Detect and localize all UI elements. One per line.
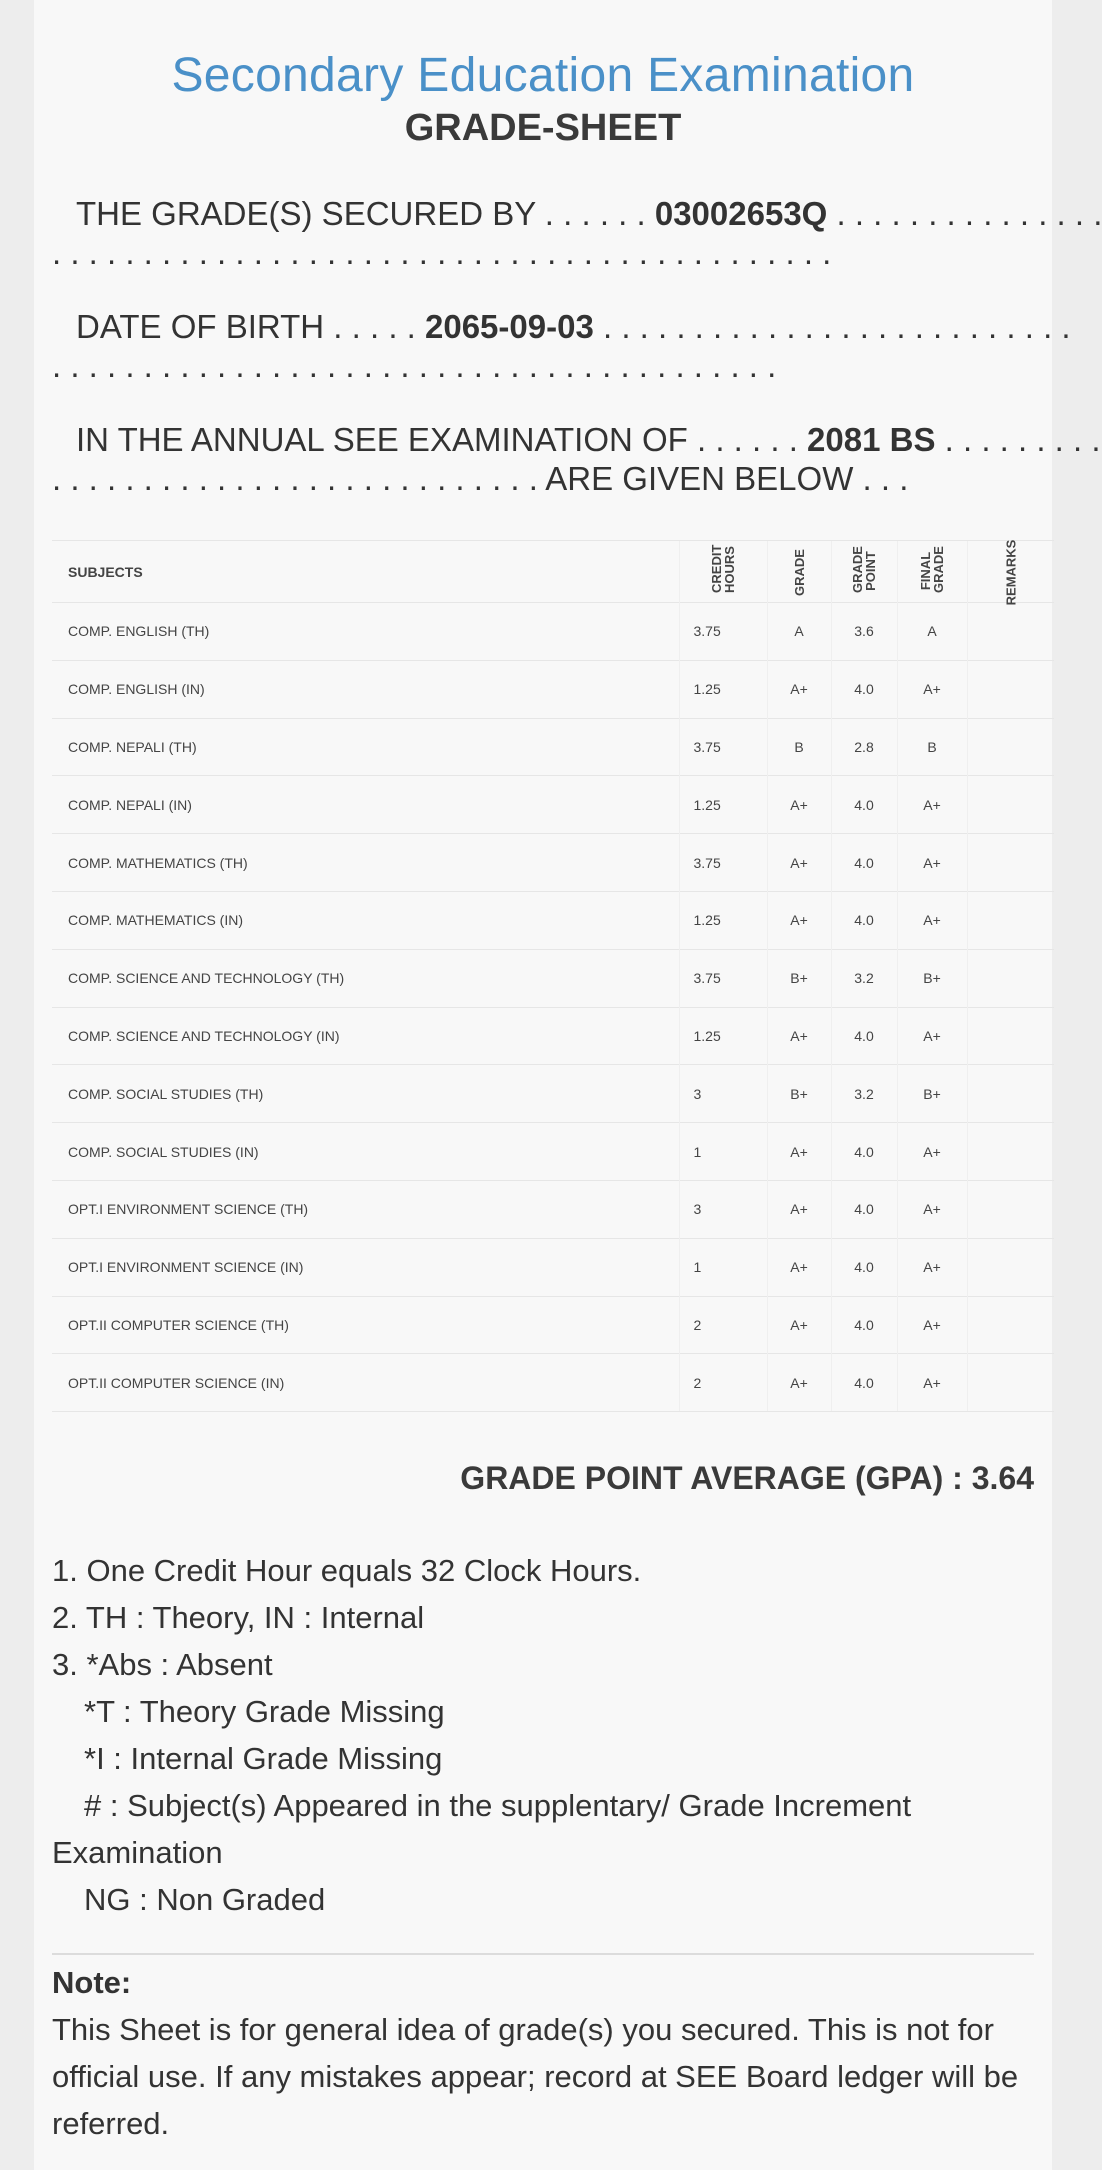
table-header-row	[52, 541, 1054, 603]
credit-hours-cell: 3.75	[679, 949, 767, 1007]
exam-label: IN THE ANNUAL SEE EXAMINATION OF	[76, 421, 688, 458]
remarks-cell	[967, 603, 1054, 661]
grades-table	[52, 540, 1054, 1412]
credit-hours-cell: 2	[679, 1354, 767, 1412]
credit-hours-cell: 2	[679, 1296, 767, 1354]
header-remarks	[967, 541, 1054, 603]
legend-item: 1. One Credit Hour equals 32 Clock Hours.	[52, 1553, 642, 1589]
final-grade-cell: B+	[897, 949, 967, 1007]
final-grade-cell: A	[897, 603, 967, 661]
subject-cell: OPT.I ENVIRONMENT SCIENCE (IN)	[52, 1238, 679, 1296]
final-grade-cell: B+	[897, 1065, 967, 1123]
final-grade-cell: A+	[897, 660, 967, 718]
table-row	[52, 776, 1054, 834]
credit-hours-cell: 3.75	[679, 603, 767, 661]
grades-table-body	[52, 603, 1054, 1412]
header-remarks-label: REMARKS	[1003, 539, 1019, 605]
subject-cell: COMP. SOCIAL STUDIES (IN)	[52, 1123, 679, 1181]
grade-cell: A+	[767, 1123, 831, 1181]
symbol-number: 03002653Q	[654, 195, 828, 232]
legend-item: 2. TH : Theory, IN : Internal	[52, 1600, 425, 1636]
grade-point-cell: 4.0	[831, 891, 897, 949]
grade-cell: B	[767, 718, 831, 776]
subject-cell: COMP. MATHEMATICS (IN)	[52, 891, 679, 949]
table-row	[52, 1065, 1054, 1123]
grade-cell: A+	[767, 660, 831, 718]
page-title: Secondary Education Examination	[171, 49, 915, 102]
remarks-cell	[967, 1065, 1054, 1123]
subject-cell: COMP. SOCIAL STUDIES (TH)	[52, 1065, 679, 1123]
credit-hours-cell: 3	[679, 1065, 767, 1123]
final-grade-cell: A+	[897, 1123, 967, 1181]
grade-cell: B+	[767, 1065, 831, 1123]
secured-by-dots-line: . . . . . . . . . . . . . . . . . . . . . . . . . . . . . . . . . . . . . . . . . . .	[52, 234, 832, 271]
table-row	[52, 891, 1054, 949]
final-grade-cell: A+	[897, 1354, 967, 1412]
header-grade-label: GRADE	[791, 548, 807, 596]
dob-post-dots: . . . . . . . . . . . . . . . . . . . . . . . . . .	[593, 308, 1071, 345]
grade-point-cell: 3.2	[831, 949, 897, 1007]
legend-item: NG : Non Graded	[84, 1882, 326, 1918]
remarks-cell	[967, 891, 1054, 949]
note-text: This Sheet is for general idea of grade(s) you secured. This is not for official use. If any mistakes appear; record at SEE Board ledger will be referred.	[52, 2012, 1019, 2142]
remarks-cell	[967, 1007, 1054, 1065]
dob-pre-dots: . . . . .	[324, 308, 425, 345]
final-grade-cell: A+	[897, 1007, 967, 1065]
grade-cell: A+	[767, 776, 831, 834]
subject-cell: COMP. SCIENCE AND TECHNOLOGY (TH)	[52, 949, 679, 1007]
grade-sheet	[34, 0, 1102, 2170]
dob-label: DATE OF BIRTH	[76, 308, 325, 345]
grade-point-cell: 4.0	[831, 834, 897, 892]
header-grade-point	[831, 541, 897, 603]
grade-point-cell: 4.0	[831, 660, 897, 718]
table-row	[52, 1180, 1054, 1238]
dob-line	[52, 307, 1071, 346]
subject-cell: COMP. SCIENCE AND TECHNOLOGY (IN)	[52, 1007, 679, 1065]
final-grade-cell: A+	[897, 776, 967, 834]
subject-cell: OPT.I ENVIRONMENT SCIENCE (TH)	[52, 1180, 679, 1238]
subject-cell: OPT.II COMPUTER SCIENCE (IN)	[52, 1354, 679, 1412]
grade-cell: B+	[767, 949, 831, 1007]
credit-hours-cell: 1	[679, 1123, 767, 1181]
table-row	[52, 1007, 1054, 1065]
grade-cell: A+	[767, 1180, 831, 1238]
header-final-grade-label: FINAL GRADE	[918, 546, 946, 593]
subject-cell: OPT.II COMPUTER SCIENCE (TH)	[52, 1296, 679, 1354]
remarks-cell	[967, 1296, 1054, 1354]
subject-cell: COMP. ENGLISH (TH)	[52, 603, 679, 661]
grade-point-cell: 4.0	[831, 1238, 897, 1296]
subject-cell: COMP. NEPALI (TH)	[52, 718, 679, 776]
legend-item: *T : Theory Grade Missing	[84, 1694, 445, 1730]
header-grade	[767, 541, 831, 603]
grade-point-cell: 4.0	[831, 1180, 897, 1238]
table-row	[52, 834, 1054, 892]
remarks-cell	[967, 776, 1054, 834]
exam-line2-dots: . . . . . . . . . . . . . . . . . . . . . . . . . . .	[52, 460, 546, 497]
final-grade-cell: A+	[897, 1296, 967, 1354]
dob-dots-line: . . . . . . . . . . . . . . . . . . . . . . . . . . . . . . . . . . . . . . . .	[52, 347, 777, 384]
remarks-cell	[967, 660, 1054, 718]
gpa-summary: GRADE POINT AVERAGE (GPA) : 3.64	[460, 1460, 1034, 1497]
final-grade-cell: A+	[897, 1238, 967, 1296]
grade-cell: A+	[767, 1354, 831, 1412]
remarks-cell	[967, 949, 1054, 1007]
grade-point-cell: 4.0	[831, 1354, 897, 1412]
subject-cell: COMP. NEPALI (IN)	[52, 776, 679, 834]
legend-item: 3. *Abs : Absent	[52, 1647, 273, 1683]
grade-point-cell: 4.0	[831, 1007, 897, 1065]
table-row	[52, 1354, 1054, 1412]
credit-hours-cell: 3.75	[679, 834, 767, 892]
grade-cell: A+	[767, 1007, 831, 1065]
grade-cell: A+	[767, 1296, 831, 1354]
grade-point-cell: 3.6	[831, 603, 897, 661]
secured-by-post-dots: . . . . . . . . . . . . . . .	[827, 195, 1102, 232]
header-subjects: SUBJECTS	[52, 541, 679, 603]
secured-by-line	[52, 194, 1102, 233]
header-final-grade	[897, 541, 967, 603]
grade-cell: A+	[767, 834, 831, 892]
remarks-cell	[967, 718, 1054, 776]
credit-hours-cell: 1.25	[679, 1007, 767, 1065]
grade-point-cell: 2.8	[831, 718, 897, 776]
final-grade-cell: B	[897, 718, 967, 776]
table-row	[52, 603, 1054, 661]
table-row	[52, 718, 1054, 776]
table-row	[52, 949, 1054, 1007]
grade-cell: A	[767, 603, 831, 661]
exam-year: 2081 BS	[807, 421, 936, 458]
grade-point-cell: 3.2	[831, 1065, 897, 1123]
final-grade-cell: A+	[897, 891, 967, 949]
legend-item: *I : Internal Grade Missing	[84, 1741, 443, 1777]
remarks-cell	[967, 1123, 1054, 1181]
secured-by-pre-dots: . . . . . .	[535, 195, 655, 232]
note-heading: Note:	[52, 1965, 132, 2001]
remarks-cell	[967, 834, 1054, 892]
credit-hours-cell: 1.25	[679, 776, 767, 834]
grade-point-cell: 4.0	[831, 1123, 897, 1181]
dob-value: 2065-09-03	[425, 308, 594, 345]
credit-hours-cell: 1.25	[679, 660, 767, 718]
subject-cell: COMP. MATHEMATICS (TH)	[52, 834, 679, 892]
page-subtitle: GRADE-SHEET	[404, 107, 682, 149]
given-below-text: ARE GIVEN BELOW . . .	[545, 460, 909, 497]
exam-line	[52, 420, 1101, 459]
legend-list	[52, 1547, 1034, 1923]
final-grade-cell: A+	[897, 834, 967, 892]
secured-by-label: THE GRADE(S) SECURED BY	[76, 195, 536, 232]
note-divider	[52, 1953, 1034, 1955]
exam-pre-dots: . . . . . .	[687, 421, 808, 458]
header-grade-point-label: GRADE POINT	[850, 546, 878, 593]
table-row	[52, 1238, 1054, 1296]
grade-point-cell: 4.0	[831, 776, 897, 834]
header-credit-hours	[679, 541, 767, 603]
remarks-cell	[967, 1354, 1054, 1412]
grade-point-cell: 4.0	[831, 1296, 897, 1354]
grade-cell: A+	[767, 1238, 831, 1296]
credit-hours-cell: 3	[679, 1180, 767, 1238]
grade-cell: A+	[767, 891, 831, 949]
exam-post-dots: . . . . . . . . .	[935, 421, 1101, 458]
final-grade-cell: A+	[897, 1180, 967, 1238]
header-credit-hours-label: CREDIT HOURS	[709, 544, 737, 593]
legend-item: Examination	[52, 1835, 223, 1871]
credit-hours-cell: 3.75	[679, 718, 767, 776]
credit-hours-cell: 1	[679, 1238, 767, 1296]
remarks-cell	[967, 1238, 1054, 1296]
table-row	[52, 1123, 1054, 1181]
subject-cell: COMP. ENGLISH (IN)	[52, 660, 679, 718]
legend-item: # : Subject(s) Appeared in the supplentary/ Grade Increment	[84, 1788, 912, 1824]
remarks-cell	[967, 1180, 1054, 1238]
exam-line-2	[52, 459, 1034, 498]
table-row	[52, 1296, 1054, 1354]
credit-hours-cell: 1.25	[679, 891, 767, 949]
table-row	[52, 660, 1054, 718]
